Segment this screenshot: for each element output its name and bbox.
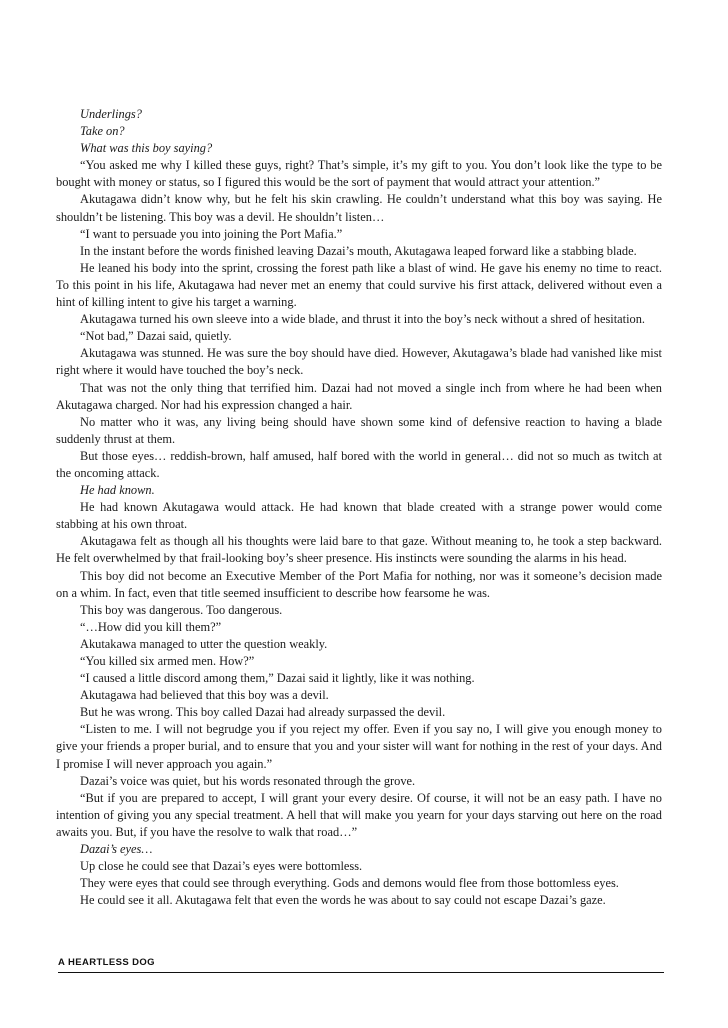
paragraph: In the instant before the words finished leaving Dazai’s mouth, Akutagawa leaped forward like a stabbing blade. — [80, 243, 637, 258]
paragraph: “I caused a little discord among them,” Dazai said it lightly, like it was nothing. — [80, 671, 475, 686]
paragraph: “You asked me why I killed these guys, right? That’s simple, it’s my gift to you. You don’t look like the type to be bought with money or status, so I figured this would be the sort of payment that would attract your attention.” — [56, 158, 662, 190]
paragraph: “Listen to me. I will not begrudge you if you reject my offer. Even if you say no, I will give you enough money to give your friends a proper burial, and to ensure that you and your sister will want for nothing in the rest of your days. And I promise I will never approach you again.” — [56, 722, 662, 771]
paragraph: Dazai’s eyes… — [80, 842, 153, 857]
paragraph: He had known Akutagawa would attack. He had known that blade created with a strange power would come stabbing at his own throat. — [56, 500, 662, 532]
paragraph: Dazai’s voice was quiet, but his words resonated through the grove. — [80, 773, 416, 788]
paragraph: Akutakawa managed to utter the question weakly. — [80, 636, 328, 651]
paragraph: He had known. — [80, 483, 155, 498]
paragraph: “…How did you kill them?” — [80, 619, 222, 634]
paragraph: Akutagawa didn’t know why, but he felt his skin crawling. He couldn’t understand what this boy was saying. He shouldn’t be listening. This boy was a devil. He shouldn’t listen… — [56, 192, 662, 224]
paragraph: Underlings? — [80, 107, 142, 121]
paragraph: But those eyes… reddish-brown, half amused, half bored with the world in general… did not so much as twitch at the oncoming attack. — [56, 448, 662, 480]
page-footer — [58, 952, 664, 973]
paragraph: Akutagawa felt as though all his thoughts were laid bare to that gaze. Without meaning to, he took a step backward. He felt overwhelmed by that frail-looking boy’s sheer presence. His instincts were sounding the alarms in his head. — [56, 534, 662, 566]
body-text — [56, 106, 662, 909]
paragraph: Up close he could see that Dazai’s eyes were bottomless. — [80, 859, 363, 874]
paragraph: Take on? — [80, 124, 125, 139]
paragraph: They were eyes that could see through everything. Gods and demons would flee from those bottomless eyes. — [80, 876, 619, 891]
paragraph: This boy was dangerous. Too dangerous. — [80, 602, 283, 617]
paragraph: “You killed six armed men. How?” — [80, 654, 255, 668]
paragraph: Akutagawa was stunned. He was sure the boy should have died. However, Akutagawa’s blade had vanished like mist right where it would have touched the boy’s neck. — [56, 346, 662, 378]
paragraph: He could see it all. Akutagawa felt that even the words he was about to say could not escape Dazai’s gaze. — [80, 893, 606, 908]
paragraph: Akutagawa turned his own sleeve into a wide blade, and thrust it into the boy’s neck without a shred of hesitation. — [80, 312, 646, 327]
paragraph: “I want to persuade you into joining the Port Mafia.” — [80, 226, 343, 241]
paragraph: What was this boy saying? — [80, 141, 213, 156]
paragraph: He leaned his body into the sprint, crossing the forest path like a blast of wind. He gave his enemy no time to react. To this point in his life, Akutagawa had never met an enemy that could survive his first attack, delivered without even a hint of killing intent to give his target a warning. — [56, 260, 662, 310]
paragraph: This boy did not become an Executive Member of the Port Mafia for nothing, nor was it someone’s decision made on a whim. In fact, even that title seemed insufficient to describe how fearsome he was. — [56, 568, 662, 600]
paragraph: “Not bad,” Dazai said, quietly. — [80, 329, 232, 344]
paragraph: But he was wrong. This boy called Dazai had already surpassed the devil. — [80, 705, 446, 720]
paragraph: That was not the only thing that terrified him. Dazai had not moved a single inch from where he had been when Akutagawa charged. Nor had his expression changed a hair. — [56, 380, 662, 412]
paragraph: Akutagawa had believed that this boy was a devil. — [80, 688, 329, 703]
paragraph: No matter who it was, any living being should have shown some kind of defensive reaction to having a blade suddenly thrust at them. — [56, 414, 662, 446]
paragraph: “But if you are prepared to accept, I will grant your every desire. Of course, it will not be an easy path. I have no intention of giving you any special treatment. A hell that will make you yearn for your days starving out here on the road awaits you. But, if you have the resolve to walk that road…” — [56, 790, 662, 839]
running-title: A HEARTLESS DOG — [58, 957, 155, 968]
